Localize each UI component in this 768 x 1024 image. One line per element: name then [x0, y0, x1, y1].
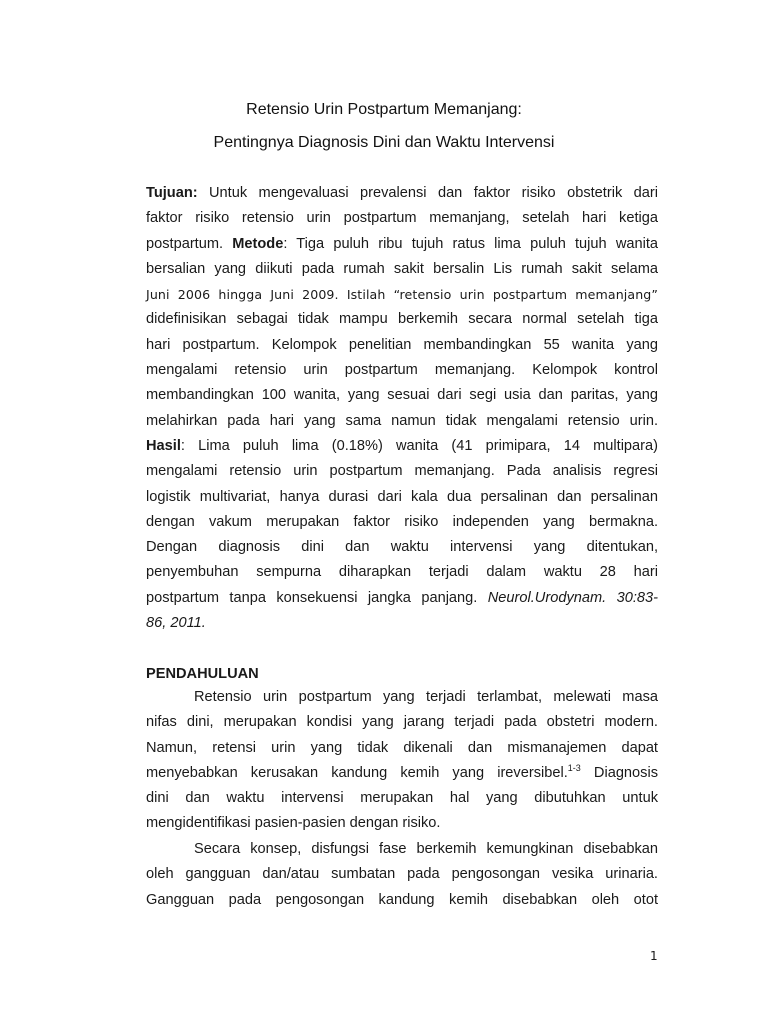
- abstract-line: dengan vakum merupakan faktor risiko independen yang bermakna.: [146, 513, 658, 530]
- page-number: 1: [650, 949, 658, 963]
- section-heading: PENDAHULUAN: [146, 666, 259, 682]
- body-line: oleh gangguan dan/atau sumbatan pada pengosongan vesika urinaria.: [146, 866, 658, 883]
- label-hasil: Hasil: [146, 437, 181, 454]
- body-line: dini dan waktu intervensi merupakan hal yang dibutuhkan untuk: [146, 790, 658, 807]
- abstract-line: bersalian yang diikuti pada rumah sakit bersalin Lis rumah sakit selama: [146, 260, 658, 277]
- body-line: Gangguan pada pengosongan kandung kemih disebabkan oleh otot: [146, 891, 658, 908]
- abstract-paragraph: [146, 181, 658, 636]
- title-line-1: Retensio Urin Postpartum Memanjang:: [246, 101, 522, 118]
- abstract-line: hari postpartum. Kelompok penelitian membandingkan 55 wanita yang: [146, 336, 658, 353]
- label-tujuan: Tujuan:: [146, 185, 198, 201]
- abstract-line: Dengan diagnosis dini dan waktu intervensi yang ditentukan,: [146, 539, 658, 556]
- citation: Neurol.Urodynam. 30:83-: [487, 589, 658, 606]
- body-line: nifas dini, merupakan kondisi yang jarang terjadi pada obstetri modern.: [146, 714, 658, 731]
- body-line: Namun, retensi urin yang tidak dikenali dan mismanajemen dapat: [146, 739, 658, 756]
- abstract-line: faktor risiko retensio urin postpartum memanjang, setelah hari ketiga: [146, 210, 658, 227]
- abstract-line: melahirkan pada hari yang sama namun tidak mengalami retensio urin.: [146, 412, 658, 429]
- title-line-2: Pentingnya Diagnosis Dini dan Waktu Intervensi: [213, 134, 555, 151]
- body-line: Secara konsep, disfungsi fase berkemih kemungkinan disebabkan: [194, 841, 658, 857]
- body-line: mengidentifikasi pasien-pasien dengan risiko.: [146, 815, 441, 832]
- abstract-line: penyembuhan sempurna diharapkan terjadi dalam waktu 28 hari: [146, 564, 658, 581]
- abstract-line: didefinisikan sebagai tidak mampu berkemih secara normal setelah tiga: [146, 311, 658, 328]
- intro-paragraph-2: [146, 837, 658, 913]
- label-metode: Metode: [232, 235, 284, 252]
- abstract-line: Tujuan: Untuk mengevaluasi prevalensi dan faktor risiko obstetrik dari: [146, 185, 658, 201]
- reference-superscript: 1-3: [567, 762, 581, 773]
- abstract-line: [146, 611, 658, 636]
- abstract-line: postpartum. Metode: Tiga puluh ribu tujuh ratus lima puluh tujuh wanita: [146, 235, 658, 252]
- citation: 86, 2011.: [146, 615, 206, 632]
- abstract-line: Hasil: Lima puluh lima (0.18%) wanita (41 primipara, 14 multipara): [146, 437, 658, 454]
- abstract-line: mengalami retensio urin postpartum memanjang. Kelompok kontrol: [146, 362, 658, 379]
- abstract-line: membandingkan 100 wanita, yang sesuai dari segi usia dan paritas, yang: [146, 387, 658, 404]
- intro-paragraph-1: [146, 685, 658, 837]
- abstract-line: logistik multivariat, hanya durasi dari kala dua persalinan dan persalinan: [146, 488, 658, 505]
- abstract-line: postpartum tanpa konsekuensi jangka panjang. Neurol.Urodynam. 30:83-: [146, 589, 658, 606]
- abstract-line: mengalami retensio urin postpartum memanjang. Pada analisis regresi: [146, 463, 658, 480]
- body-line: Retensio urin postpartum yang terjadi terlambat, melewati masa: [194, 689, 658, 705]
- abstract-line: Juni 2006 hingga Juni 2009. Istilah “retensio urin postpartum memanjang”: [146, 287, 658, 303]
- body-line: menyebabkan kerusakan kandung kemih yang ireversibel.$^{1-3}$ Diagnosis: [146, 762, 659, 781]
